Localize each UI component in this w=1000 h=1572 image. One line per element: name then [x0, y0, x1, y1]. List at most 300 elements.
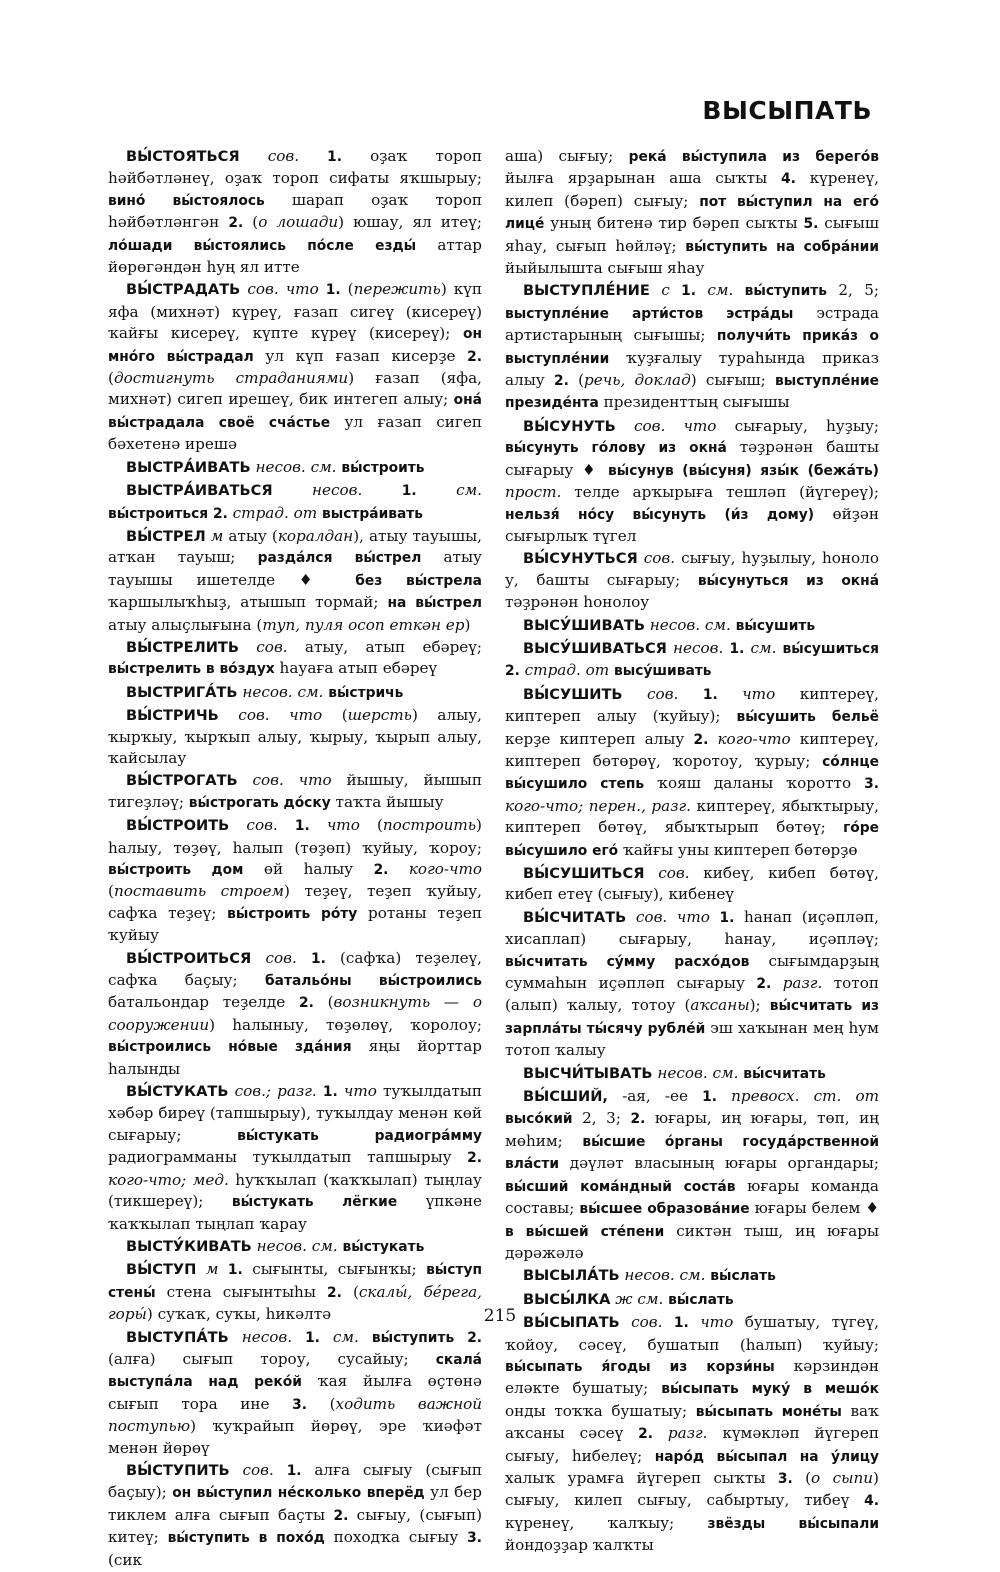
bold-phrase: 3.	[864, 776, 879, 793]
bold-phrase: 3.	[777, 1470, 793, 1487]
dictionary-entry	[108, 480, 482, 525]
grammar-note: страд. от	[227, 503, 318, 522]
grammar-note: о лошади	[258, 213, 339, 232]
entry-text: юғары, иң юғары, төп, иң мөһим;	[505, 1109, 879, 1150]
headword: ВЫ́СТУКАТЬ	[126, 1083, 229, 1101]
grammar-note: м	[205, 526, 224, 545]
grammar-note: коралдан	[277, 526, 354, 545]
bold-phrase: 3.	[292, 1396, 307, 1413]
dictionary-entry	[505, 548, 879, 613]
bold-phrase: вы́сунуться из окна́	[697, 572, 880, 589]
entry-text: күмәкләп йүгереп сығыу, һибелеү;	[505, 1424, 879, 1465]
bold-phrase: 2.	[467, 348, 483, 365]
bold-phrase: 2.	[756, 976, 772, 993]
entry-text: ҡояш даланы ҡоротто	[644, 774, 865, 793]
entry-text: ҡая йылға өҫтөнә сығып тора ине	[108, 1372, 482, 1413]
entry-text: (	[313, 993, 334, 1012]
bold-phrase: 5.	[803, 216, 819, 233]
bold-phrase: вы́слать	[668, 1291, 734, 1308]
grammar-note: пережить	[353, 280, 441, 299]
entry-text: (сик	[108, 1550, 143, 1569]
grammar-note: см.	[319, 1327, 359, 1346]
entry-text: өй һалыу	[243, 860, 374, 878]
bold-phrase: он мно́го вы́страдал	[108, 326, 482, 365]
dictionary-entry	[108, 815, 482, 946]
entry-text: эстрада артистарының сығышы;	[505, 303, 879, 345]
dictionary-entry	[108, 1460, 482, 1571]
entry-text: һанап (иҫәпләп, хисаплап) сығарыу, һанау, иҫәпләү;	[505, 907, 880, 949]
entry-text: (алға) сығып тороу, сусайыу;	[108, 1349, 436, 1368]
bold-phrase: вы́стрелить в во́здух	[108, 661, 275, 678]
dictionary-entry	[505, 1063, 879, 1085]
entry-text: тотоп (алып) ҡалыу, тотоу (	[505, 974, 879, 1015]
grammar-note: сов.	[644, 864, 690, 882]
headword: ВЫСТРИГА́ТЬ	[126, 683, 238, 701]
dictionary-entry	[505, 1086, 879, 1264]
entry-text: ) һалыу, төҙөү, һалып (төҙөп) ҡуйыу, ҡороу;	[108, 816, 482, 857]
bold-phrase: наро́д вы́сыпал на у́лицу	[654, 1448, 880, 1465]
entry-text: ваҡ аҡсаны сәсеү	[505, 1401, 879, 1443]
headword: ВЫ́СТРЕЛ	[126, 527, 206, 545]
grammar-note: несов.	[272, 481, 363, 500]
bold-phrase: 4.	[781, 171, 796, 188]
grammar-note: разг.	[771, 974, 823, 993]
bold-phrase: вы́сушить	[735, 617, 816, 634]
bold-phrase: вы́сыпать муку́ в мешо́к	[661, 1381, 879, 1398]
grammar-note: см.	[744, 638, 777, 657]
dictionary-entry	[108, 146, 482, 278]
entry-text: ҡайғы уны киптереп бөтөрҙө	[618, 840, 858, 859]
entry-text	[278, 816, 295, 834]
headword: ВЫСЫЛА́ТЬ	[523, 1267, 620, 1285]
grammar-note: превосх. ст. от	[716, 1087, 880, 1106]
entry-text: президенттың сығышы	[598, 393, 790, 412]
bold-phrase: вы́слать	[710, 1268, 776, 1285]
grammar-note: сов.; разг.	[228, 1082, 317, 1101]
bold-phrase: вы́строить ро́ту	[227, 905, 358, 922]
bold-phrase: 3.	[467, 1530, 483, 1547]
headword: ВЫСЧИ́ТЫВАТЬ	[523, 1064, 653, 1082]
headword: ВЫ́СТОЯТЬСЯ	[126, 148, 240, 165]
bold-phrase: высу́шивать	[614, 663, 712, 680]
headword: ВЫ́СУШИТЬСЯ	[523, 865, 645, 882]
entry-text: сығымдарҙың суммаһын иҫәпләп сығарыу	[505, 951, 879, 993]
headword: ВЫСТУ́КИВАТЬ	[126, 1237, 252, 1255]
entry-text	[292, 1328, 305, 1346]
entry-text: ҡаршылыҡһыҙ, атышып тормай;	[108, 593, 388, 612]
entry-text	[678, 685, 703, 703]
entry-text	[297, 949, 311, 967]
entry-text: ) юшау, ял итеү;	[338, 213, 482, 232]
grammar-note: разг.	[653, 1424, 708, 1443]
bold-phrase: 2.	[554, 373, 569, 390]
bold-phrase: 1.	[286, 1462, 302, 1479]
grammar-note: сов.	[229, 816, 278, 835]
dictionary-entry	[505, 684, 879, 862]
entry-text: сығарыу, һуҙыу;	[716, 416, 879, 435]
entry-text: ул ғазап сигеп бәхетенә ирешә	[108, 412, 482, 454]
grammar-note: несов. см.	[251, 1236, 338, 1255]
headword: ВЫ́СТУП	[126, 1261, 197, 1279]
entry-text: йылға ярҙарынан аша сыҡты	[505, 169, 782, 188]
entry-text: сығыу, (сығып) китеү;	[108, 1505, 483, 1547]
bold-phrase: вы́сыпать моне́ты	[695, 1403, 842, 1420]
entry-text: керҙе киптереп алыу	[505, 729, 694, 748]
entry-text: алға сығыу (сығып баҫыу);	[108, 1460, 483, 1502]
bold-phrase: вы́строить	[341, 459, 425, 476]
entry-text: ) күп яфа (михнәт) күреү, ғазап сигеү (кисереү) ҡайғы кисереү, күпте күреү (кисереү);	[108, 280, 482, 343]
entry-text: -ая, -ее	[607, 1087, 703, 1106]
bold-phrase: вы́сушиться	[782, 640, 880, 657]
grammar-note: достигнуть страданиями	[113, 369, 349, 388]
entry-text: онды тоҡҡа бушатыу;	[505, 1401, 696, 1420]
grammar-note: возникнуть — о сооружении	[108, 993, 482, 1034]
bold-phrase: 1.	[401, 483, 417, 500]
bold-phrase: вы́строиться	[108, 505, 209, 522]
bold-phrase: 2.	[228, 215, 244, 232]
bold-phrase: вы́сший кома́ндный соста́в	[505, 1178, 736, 1195]
bold-phrase: 2.	[373, 862, 389, 878]
grammar-note: сов.	[239, 637, 288, 656]
dictionary-entry	[108, 526, 482, 636]
entry-text	[710, 908, 720, 926]
headword: ВЫСТУПА́ТЬ	[126, 1328, 229, 1346]
grammar-note: шерсть	[347, 706, 412, 725]
dictionary-entry	[108, 279, 482, 455]
entry-text: (	[792, 1468, 812, 1487]
grammar-note: речь, доклад	[584, 371, 691, 390]
bold-phrase: вы́ступить	[371, 1329, 455, 1346]
headword: ВЫ́СТРОИТЬСЯ	[126, 949, 252, 967]
bold-phrase: 2.	[638, 1426, 653, 1443]
bold-phrase: 1.	[310, 950, 326, 967]
entry-text: (	[341, 1282, 359, 1301]
bold-phrase: вы́стукать радиогра́мму	[237, 1127, 482, 1144]
bold-phrase: вы́сыпать я́годы из корзи́ны	[505, 1358, 775, 1375]
bold-phrase: 2.	[630, 1111, 646, 1128]
grammar-note: несов. см.	[619, 1266, 706, 1285]
headword: ВЫ́СТРАДАТЬ	[126, 281, 241, 299]
entry-text: атыу тауышы ишетелде ♦	[108, 548, 482, 589]
bold-phrase: 2.	[299, 995, 314, 1012]
entry-text: тәҙрәнән башты сығарыу ♦	[505, 438, 879, 479]
headword: ВЫ́СТРОИТЬ	[126, 817, 230, 835]
bold-phrase: 1.	[325, 282, 341, 299]
bold-phrase: батальо́ны вы́строились	[265, 973, 483, 990]
entry-text	[359, 1328, 372, 1346]
bold-phrase: вы́сшие о́рганы госуда́рственной вла́сти	[505, 1133, 879, 1173]
entry-text: ) сығыш;	[690, 371, 776, 390]
entry-text: эш хаҡынан мең һум тотоп ҡалыу	[505, 1018, 879, 1060]
grammar-note: сов. что	[237, 771, 332, 790]
bold-phrase: ло́шади вы́стоялись по́сле езды́	[108, 237, 417, 254]
entry-text: сығынты, сығынҡы;	[242, 1260, 427, 1279]
headword: ВЫ́СУНУТЬ	[523, 417, 616, 435]
bold-phrase: выступле́ние президе́нта	[505, 373, 879, 412]
grammar-note: ж см.	[610, 1289, 664, 1308]
bold-phrase: вы́считать	[743, 1065, 826, 1082]
grammar-note: несов.	[666, 638, 724, 657]
headword: ВЫСТРА́ИВАТЬСЯ	[126, 482, 273, 500]
grammar-note: ходить важной поступью	[108, 1394, 482, 1436]
entry-text: аша) сығыу;	[505, 147, 629, 165]
dictionary-entry	[108, 1236, 482, 1258]
grammar-note: несов.	[228, 1327, 293, 1346]
entry-text: кәрзиндән еләкте бушатыу;	[505, 1356, 879, 1398]
grammar-note: что	[688, 1313, 734, 1332]
bold-phrase: со́лнце вы́сушило степь	[505, 753, 879, 793]
dictionary-entry	[505, 1265, 879, 1287]
entry-text: уның битенә тир бәреп сыҡты	[544, 214, 804, 233]
headword: ВЫСУ́ШИВАТЬ	[523, 616, 645, 634]
entry-text: туҡылдатып хәбәр биреү (тапшырыу), туҡылдау менән көй сығарыу;	[108, 1082, 482, 1144]
bold-phrase: вы́строгать до́ску	[188, 794, 331, 811]
grammar-note: несов. см.	[237, 682, 324, 701]
dictionary-entry	[108, 682, 482, 704]
entry-text: яңы йорттар һалынды	[108, 1037, 482, 1078]
entry-text	[299, 147, 327, 165]
entry-text: ) ғазап (яфа, михнәт) сигеп ирешеү, бик интегеп алыу;	[108, 369, 482, 409]
dictionary-entry	[505, 907, 879, 1062]
entry-text: (	[108, 369, 114, 388]
right-column	[505, 146, 879, 1558]
entry-text: йондоҙҙар ҡалҡты	[505, 1536, 654, 1555]
entry-text: аттар йөрөгәндән һуң ял итте	[108, 235, 483, 277]
entry-text: күренеү, килеп (бәреп) сығыу;	[505, 169, 879, 210]
entry-text: 2, 3;	[572, 1109, 631, 1128]
bold-phrase: 1.	[327, 149, 342, 165]
entry-text: походҡа сығыу	[324, 1528, 468, 1547]
entry-text: ) алыу, ҡырҡыу, ҡырҡып алыу, ҡырыу, ҡырып алыу, ҡайсылау	[108, 706, 482, 767]
headword: ВЫСТУПЛЕ́НИЕ	[523, 282, 650, 300]
grammar-note: страд. от	[519, 661, 610, 680]
page-number: 215	[483, 1306, 517, 1326]
entry-text: шарап оҙаҡ тороп һәйбәтләнгән	[108, 190, 482, 232]
bold-phrase: выступле́ние арти́стов эстра́ды	[505, 305, 794, 322]
entry-text: кибеү, кибеп бөтөү, кибеп етеү (сығыу), кибенеү	[505, 864, 879, 904]
dictionary-entry	[108, 770, 482, 814]
grammar-note: о сыпи	[811, 1468, 874, 1487]
entry-text	[670, 281, 681, 299]
headword: ВЫ́СТРЕЛИТЬ	[126, 638, 239, 656]
dictionary-entry	[108, 1327, 482, 1459]
grammar-note: несов. см.	[644, 615, 731, 634]
headword: ВЫСТРА́ИВАТЬ	[126, 458, 251, 476]
bold-phrase: вино́ вы́стоялось	[108, 192, 265, 209]
bold-phrase: 2.	[467, 1150, 482, 1167]
entry-text: ), атыу тауышы, атҡан тауыш;	[108, 526, 483, 567]
headword: ВЫ́СЫПАТЬ	[523, 1314, 620, 1332]
entry-text: (	[359, 816, 383, 835]
entry-text: киптереү, киптереп алыу (ҡуйыу);	[505, 684, 879, 726]
bold-phrase: он вы́ступил не́сколько вперёд	[172, 1485, 425, 1502]
bold-phrase: скала́ выступа́ла над реко́й	[108, 1351, 482, 1391]
bold-phrase: 1.	[702, 1089, 717, 1106]
bold-phrase: нельзя́ но́су вы́сунуть (и́з дому)	[505, 506, 815, 523]
entry-text: ) ҡуҡрайып йөрөү, эре ҡиәфәт менән йөрөү	[108, 1417, 482, 1457]
entry-text: таҡта йышыу	[330, 792, 444, 811]
running-head: ВЫСЫПАТЬ	[702, 96, 872, 125]
grammar-note: м	[196, 1260, 219, 1279]
entry-text: күренеү, ҡалҡыу;	[505, 1513, 708, 1532]
bold-phrase: вы́сшее образова́ние	[579, 1201, 750, 1218]
grammar-note: сов.	[251, 948, 297, 967]
dictionary-entry	[108, 1081, 482, 1235]
headword: ВЫ́СУНУТЬСЯ	[523, 550, 638, 568]
grammar-note: аҡсаны	[690, 996, 750, 1015]
entry-text: атыу, атып ебәреү;	[287, 637, 482, 656]
entry-text: ) һалыныу, төҙөлөү, ҡоролоу;	[209, 1015, 482, 1034]
entry-text: бушатыу, түгеү, ҡойоу, сәсеү, бушатып (һалып) ҡуйыу;	[505, 1313, 880, 1354]
dictionary-entry	[505, 1312, 879, 1556]
bold-phrase: вы́сушить бельё	[736, 709, 879, 726]
entry-text: атыу (	[223, 526, 278, 545]
entry-text: үпкәне ҡаҡҡылап тыңлап ҡарау	[108, 1192, 482, 1233]
bold-phrase: 2.	[327, 1284, 342, 1301]
entry-text: оҙаҡ тороп һәйбәтләнеү, оҙаҡ тороп сифаты яҡшырыу;	[108, 147, 482, 188]
bold-phrase: 4.	[864, 1493, 879, 1510]
grammar-note: что	[337, 1082, 377, 1101]
dictionary-entry	[108, 637, 482, 681]
bold-phrase: получи́ть прика́з о выступле́нии	[505, 328, 879, 367]
bold-phrase: 1.	[227, 1262, 243, 1279]
bold-phrase: 1.	[673, 1315, 689, 1332]
entry-text: (	[108, 882, 114, 901]
bold-phrase: звёзды вы́сыпали	[707, 1515, 879, 1532]
entry-text: һауаға атып ебәреү	[274, 659, 438, 678]
entry-text	[454, 1328, 467, 1346]
entry-text: сиктән тыш, иң юғары дәрәжәлә	[505, 1221, 880, 1262]
entry-text: йышыу, йышып тигеҙләү;	[108, 771, 482, 811]
dictionary-entry	[505, 638, 879, 683]
headword: ВЫ́СЧИТАТЬ	[523, 908, 627, 926]
grammar-note: несов. см.	[652, 1063, 739, 1082]
entry-text: киптереү, киптереп бөтөрөү, ҡоротоу, ҡурыу;	[505, 729, 880, 770]
entry-text: сығыш яһау, сығып һөйләү;	[505, 214, 879, 255]
bold-phrase: на вы́стрел	[387, 595, 482, 612]
bold-phrase: 1.	[729, 640, 745, 657]
bold-phrase: 1.	[305, 1329, 320, 1346]
dictionary-entry	[505, 615, 879, 637]
dictionary-entry	[505, 416, 879, 547]
entry-text: киптереү, ябыҡтырыу, киптереп бөтөү, ябыҡтырып бөтөү;	[505, 796, 879, 837]
bold-phrase: 2.	[333, 1507, 349, 1524]
entry-text: сығыу, һуҙылыу, һоноло у, башты сығарыу;	[505, 549, 879, 589]
grammar-note: построить	[382, 816, 477, 835]
entry-text: ул күп ғазап кисерҙе	[253, 346, 468, 365]
bold-phrase: 1.	[719, 909, 735, 926]
grammar-note: кого-что; мед.	[108, 1170, 229, 1189]
headword: ВЫСУ́ШИВАТЬСЯ	[523, 639, 667, 657]
bold-phrase: вы́строились но́вые зда́ния	[108, 1039, 352, 1056]
bold-phrase: го́ре вы́сушило его́	[505, 820, 879, 859]
bold-phrase: вы́строить дом	[108, 862, 244, 878]
bold-phrase: 2.	[213, 505, 228, 522]
bold-phrase: вы́стукать лёгкие	[231, 1194, 398, 1211]
grammar-note: что	[717, 684, 776, 703]
grammar-note: сов.	[229, 1460, 274, 1479]
bold-phrase: 1.	[681, 283, 696, 300]
bold-phrase: выстра́ивать	[322, 505, 424, 522]
entry-text: )	[464, 615, 471, 634]
entry-text	[274, 1461, 287, 1479]
grammar-note: с	[649, 281, 670, 300]
grammar-note: см.	[695, 281, 734, 300]
entry-text: (	[306, 1394, 336, 1413]
entry-text: йыйылышта сығыш яһау	[505, 259, 705, 278]
entry-text: юғары команда составы;	[505, 1176, 879, 1218]
entry-text: дәүләт власының юғары органдары;	[559, 1154, 879, 1173]
entry-text: стена сығынтыһы	[155, 1282, 328, 1301]
entry-text: телде арҡырыға тешләп (йүгереү);	[561, 483, 879, 502]
entry-text: ротаны теҙеп ҡуйыу	[108, 903, 482, 945]
entry-text: ) суҡаҡ, суҡы, һикәлтә	[146, 1305, 332, 1324]
headword: ВЫСЫ́ЛКА	[523, 1290, 611, 1308]
grammar-note: прост.	[505, 483, 562, 502]
entry-text: ) теҙеү, теҙеп ҡуйыу, сафҡа теҙеү;	[108, 882, 483, 922]
headword: ВЫ́СТУПИТЬ	[126, 1461, 230, 1479]
headword: ВЫ́СШИЙ,	[523, 1088, 608, 1106]
bold-phrase: вы́стричь	[328, 684, 404, 701]
headword: ВЫ́СТРИЧЬ	[126, 707, 219, 725]
grammar-note: кого-что	[388, 860, 483, 878]
bold-phrase: 2.	[467, 1329, 483, 1346]
bold-phrase: вы́стукать	[342, 1238, 425, 1255]
bold-phrase: река́ вы́ступила из берего́в	[628, 149, 879, 165]
bold-phrase: вы́считать из зарпла́ты ты́сячу рубле́й	[505, 998, 880, 1037]
entry-text	[733, 281, 744, 299]
bold-phrase: вы́ступить в похо́д	[167, 1530, 325, 1547]
entry-text: өйҙән сығырлыҡ түгел	[505, 504, 879, 545]
grammar-note: см.	[416, 481, 482, 500]
grammar-note: сов.	[619, 1313, 663, 1332]
grammar-note: туп, пуля осоп еткән ер	[262, 615, 465, 634]
entry-text: атыу алыҫлығына (	[108, 615, 263, 634]
bold-phrase: вы́считать су́мму расхо́дов	[505, 953, 750, 970]
bold-phrase: высо́кий	[505, 1111, 573, 1128]
entry-text: радиограмманы туҡылдатып тапшырыу	[108, 1148, 468, 1167]
grammar-note: сов. что	[240, 280, 319, 299]
bold-phrase: в вы́сшей сте́пени	[505, 1223, 665, 1240]
bold-phrase: 1.	[702, 686, 718, 703]
entry-text: һуҡҡылап (ҡаҡҡылап) тыңлау (тикшереү);	[108, 1170, 482, 1211]
bold-phrase: вы́сунув (вы́суня) язы́к (бежа́ть)	[608, 462, 879, 479]
bold-phrase: вы́ступить	[744, 283, 827, 300]
grammar-note: скалы́, бе́рега, горы́	[108, 1282, 482, 1324]
grammar-note: сов.	[622, 684, 679, 703]
entry-text	[218, 1260, 227, 1278]
grammar-note: кого-что; перен., разг.	[505, 796, 691, 815]
bold-phrase: вы́ступ стены́	[108, 1262, 482, 1301]
entry-text: батальондар теҙелде	[108, 993, 299, 1012]
entry-text: ) сығыу, килеп сығыу, сабыртыу, тибеү	[505, 1468, 879, 1510]
entry-text: халыҡ урамға йүгереп сыҡты	[505, 1468, 778, 1487]
bold-phrase: 2.	[505, 663, 520, 680]
dictionary-entry	[108, 457, 482, 479]
entry-text	[319, 280, 326, 298]
entry-text: тәҙрәнән һонолоу	[505, 593, 650, 612]
bold-phrase: вы́сунуть го́лову из окна́	[505, 440, 727, 457]
bold-phrase: вы́ступить на собра́нии	[685, 238, 879, 255]
grammar-note: сов.	[239, 147, 300, 165]
grammar-note: сов. что	[626, 907, 710, 926]
entry-text: ҡуҙғалыу тураһында приказ алыу	[505, 348, 879, 390]
grammar-note: несов. см.	[250, 457, 337, 476]
grammar-note: сов.	[637, 549, 676, 568]
bold-phrase: разда́лся вы́стрел	[257, 550, 422, 567]
entry-text: 2, 5;	[826, 281, 879, 300]
headword: ВЫ́СУШИТЬ	[523, 685, 623, 703]
